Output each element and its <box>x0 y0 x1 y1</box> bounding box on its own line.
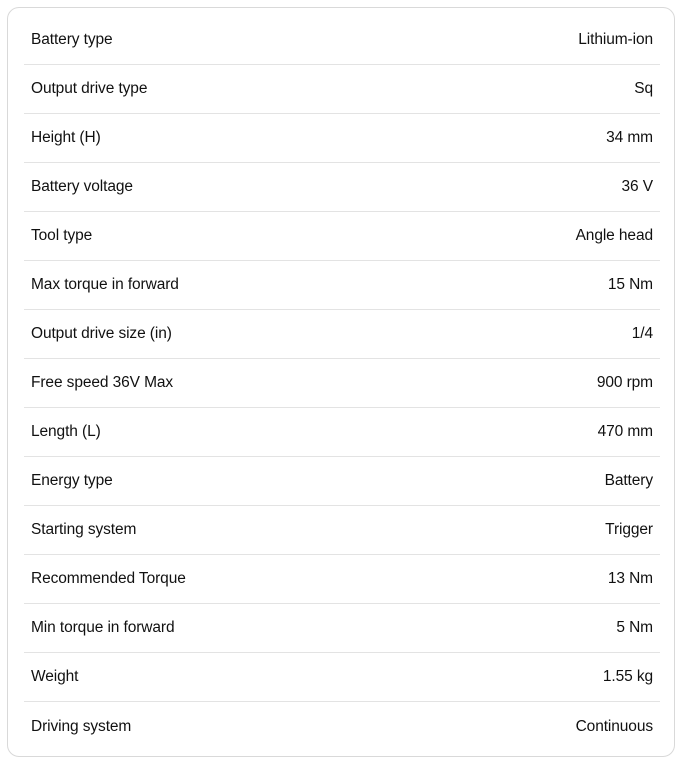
spec-row-battery-voltage <box>24 163 660 212</box>
spec-value: 1.55 kg <box>602 668 653 685</box>
spec-label: Tool type <box>31 227 93 244</box>
spec-row-recommended-torque <box>24 555 660 604</box>
spec-row-weight <box>24 653 660 702</box>
spec-value: 36 V <box>621 178 653 195</box>
spec-value: Trigger <box>605 521 653 538</box>
spec-label: Max torque in forward <box>31 276 179 293</box>
spec-row-driving-system <box>24 702 660 751</box>
spec-row-starting-system <box>24 506 660 555</box>
spec-value: 900 rpm <box>596 374 653 391</box>
spec-value: 470 mm <box>597 423 653 440</box>
spec-label: Starting system <box>31 521 137 538</box>
spec-row-battery-type <box>24 16 660 65</box>
spec-value: Battery <box>604 472 653 489</box>
spec-label: Free speed 36V Max <box>31 374 174 391</box>
spec-label: Output drive type <box>31 80 148 97</box>
spec-table-card <box>7 7 675 757</box>
spec-label: Driving system <box>31 717 132 735</box>
spec-label: Min torque in forward <box>31 619 175 636</box>
spec-row-output-drive-size <box>24 310 660 359</box>
spec-label: Height (H) <box>31 129 101 146</box>
spec-label: Recommended Torque <box>31 570 186 587</box>
spec-value: 15 Nm <box>607 276 653 293</box>
spec-value: 34 mm <box>606 129 653 146</box>
spec-label: Weight <box>31 668 79 685</box>
spec-row-energy-type <box>24 457 660 506</box>
spec-label: Battery voltage <box>31 178 133 195</box>
spec-row-length <box>24 408 660 457</box>
spec-list <box>24 16 660 751</box>
spec-value: Continuous <box>575 717 653 735</box>
spec-label: Output drive size (in) <box>31 325 172 342</box>
spec-label: Battery type <box>31 31 113 48</box>
spec-value: 13 Nm <box>607 570 653 587</box>
spec-row-output-drive-type <box>24 65 660 114</box>
spec-value: Lithium-ion <box>578 31 653 48</box>
spec-label: Energy type <box>31 472 113 489</box>
spec-row-min-torque <box>24 604 660 653</box>
spec-value: Sq <box>634 80 653 97</box>
spec-row-max-torque <box>24 261 660 310</box>
spec-row-height <box>24 114 660 163</box>
spec-row-free-speed <box>24 359 660 408</box>
spec-value: Angle head <box>575 227 653 244</box>
spec-value: 5 Nm <box>616 619 653 636</box>
spec-label: Length (L) <box>31 423 101 440</box>
spec-row-tool-type <box>24 212 660 261</box>
spec-value: 1/4 <box>631 325 653 342</box>
